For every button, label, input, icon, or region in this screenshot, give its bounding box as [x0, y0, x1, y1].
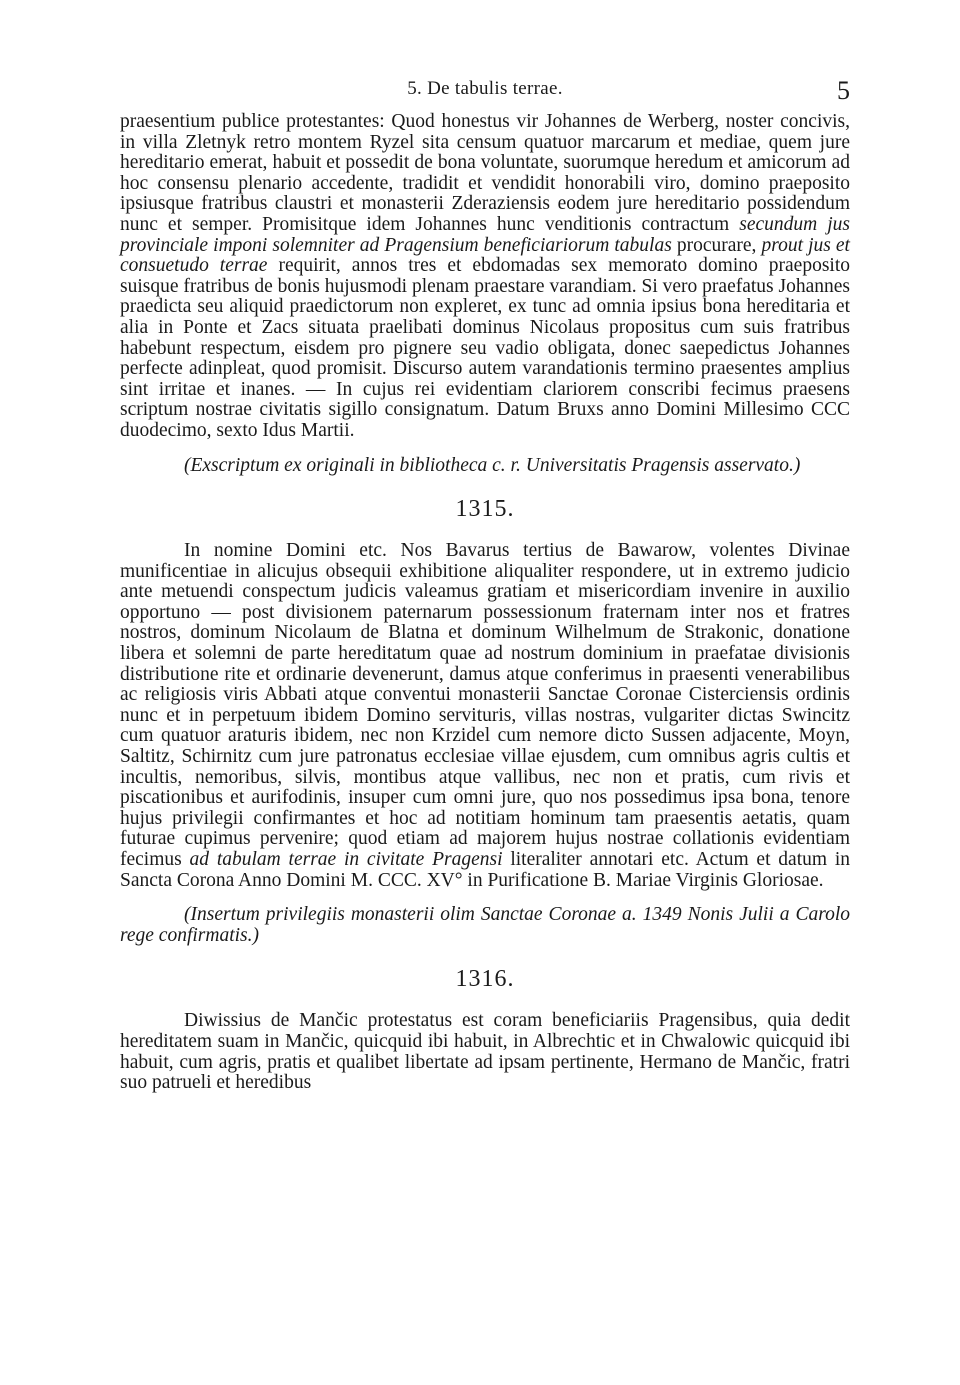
italic-phrase: secundum jus provinciale imponi solemniter ad Pragensium beneficiariorum tabulas [120, 213, 850, 256]
year-heading-1316: 1316. [455, 966, 515, 993]
running-title: 5. De tabulis terrae. [407, 78, 563, 99]
source-note-1312: (Exscriptum ex originali in bibliotheca c. r. Universitatis Pragensis asservato.) [184, 454, 801, 476]
charter-text-1316: Diwissius de Mančic protestatus est coram beneficiariis Pragensibus, quia dedit hereditatem suam in Mančic, quicquid ibi habuit, in Albrechtic et in Chwalowic quicquid ibi habuit, cum agris, pratis et qualibet libertate ad ipsam pertinente, Hermano de Mančic, fratri suo patrueli et heredibus [120, 1010, 850, 1094]
source-note-1315: (Insertum privilegiis monasterii olim Sanctae Coronae a. 1349 Nonis Julii a Carolo rege confirmatis.) [120, 904, 850, 946]
year-heading-1315: 1315. [455, 496, 515, 523]
italic-phrase: ad tabulam terrae in civitate Pragensi [189, 849, 503, 870]
charter-text-1315: In nomine Domini etc. Nos Bavarus tertius de Bawarow, volentes Divinae munificentiae in alicujus obsequii exhibitione aliqualiter respondere, ut in extremo judicio ante metuendi conspectum judicis valeamus gratiam et misericordiam invenire in auxilio opportuno — post divisionem paternarum possessionum fraternam inter nos et fratres nostros, dominum Nicolaum de Blatna et dominum Wilhelmum de Strakonic, donatione libera et solemni de parte hereditatum quae ad nostrum dominium in praefatae divisionis distributione rite et ordinarie devenerunt, damus atque conferimus in praesenti venerabilibus ac religiosis viris Abbati atque conventui monasterii Sanctae Coronae Cisterciensis ordinis nunc et in perpetuum ibidem Domino servituris, villas nostras, vulgariter dictas Swincitz cum quatuor araturis ibidem, nec non Krzidel cum nemore dicto Sussen adjacente, Moyn, Saltitz, Schirnitz cum jure patronatus ecclesiae villae ejusdem, cum omnibus agris cultis et incultis, nemoribus, silvis, montibus atque vallibus, nec non et pratis, cum rivis et piscationibus et aurifodinis, insuper cum omni jure, quo nos possedimus ipsa bona, tenore hujus privilegii confirmantes et hoc ad notitiam hominum tam praesentis aetatis, quam futurae cupimus pervenire; quod etiam ad majorem hujus nostrae collationis evidentiam fecimus ad tabulam terrae in civitate Pragensi literaliter annotari etc. Actum et datum in Sancta Corona Anno Domini M. CCC. XV° in Purificatione B. Mariae Virginis Gloriosae. [120, 540, 850, 891]
charter-text-1312: praesentium publice protestantes: Quod honestus vir Johannes de Werberg, noster concivis, in villa Zletnyk retro montem Ryzel sita censum quatuor marcarum et mediae, quem jure hereditario emerat, habuit et possedit de bona voluntate, suorumque heredum et amicorum ad hoc consensu plenario accedente, tradidit et vendidit honorabili viro, domino praeposito ipsiusque fratribus claustri et monasterii Zderaziensis eodem jure hereditario possidendum nunc et semper. Promisitque idem Johannes hunc venditionis contractum secundum jus provinciale imponi solemniter ad Pragensium beneficiariorum tabulas procurare, prout jus et consuetudo terrae requirit, annos tres et ebdomadas sex memorato domino praeposito suisque fratribus de bonis hujusmodi plenam praestare varandiam. Si vero praefatus Johannes praedicta seu aliquid praedictorum non expleret, ex tunc ad omnia ipsius bona hereditaria et alia in Ponte et Zacs situata praelibati dominus Nicolaus propositus cum suis fratribus habebunt respectum, eisdem pro pignere seu vadio obligata, donec saepedictus Johannes perfecte adinpleat, quod promisit. Discurso autem varandationis termino praesentes amplius sint irritae et inanes. — In cujus rei evidentiam clariorem conscribi fecimus praesens scriptum nostrae civitatis sigillo consignatum. Datum Bruxs anno Domini Millesimo CCC duodecimo, sexto Idus Martii. [120, 111, 850, 441]
running-header [120, 76, 850, 112]
page-number: 5 [837, 76, 850, 105]
document-page [120, 76, 850, 1094]
italic-phrase: prout jus et consuetudo terrae [120, 234, 850, 277]
